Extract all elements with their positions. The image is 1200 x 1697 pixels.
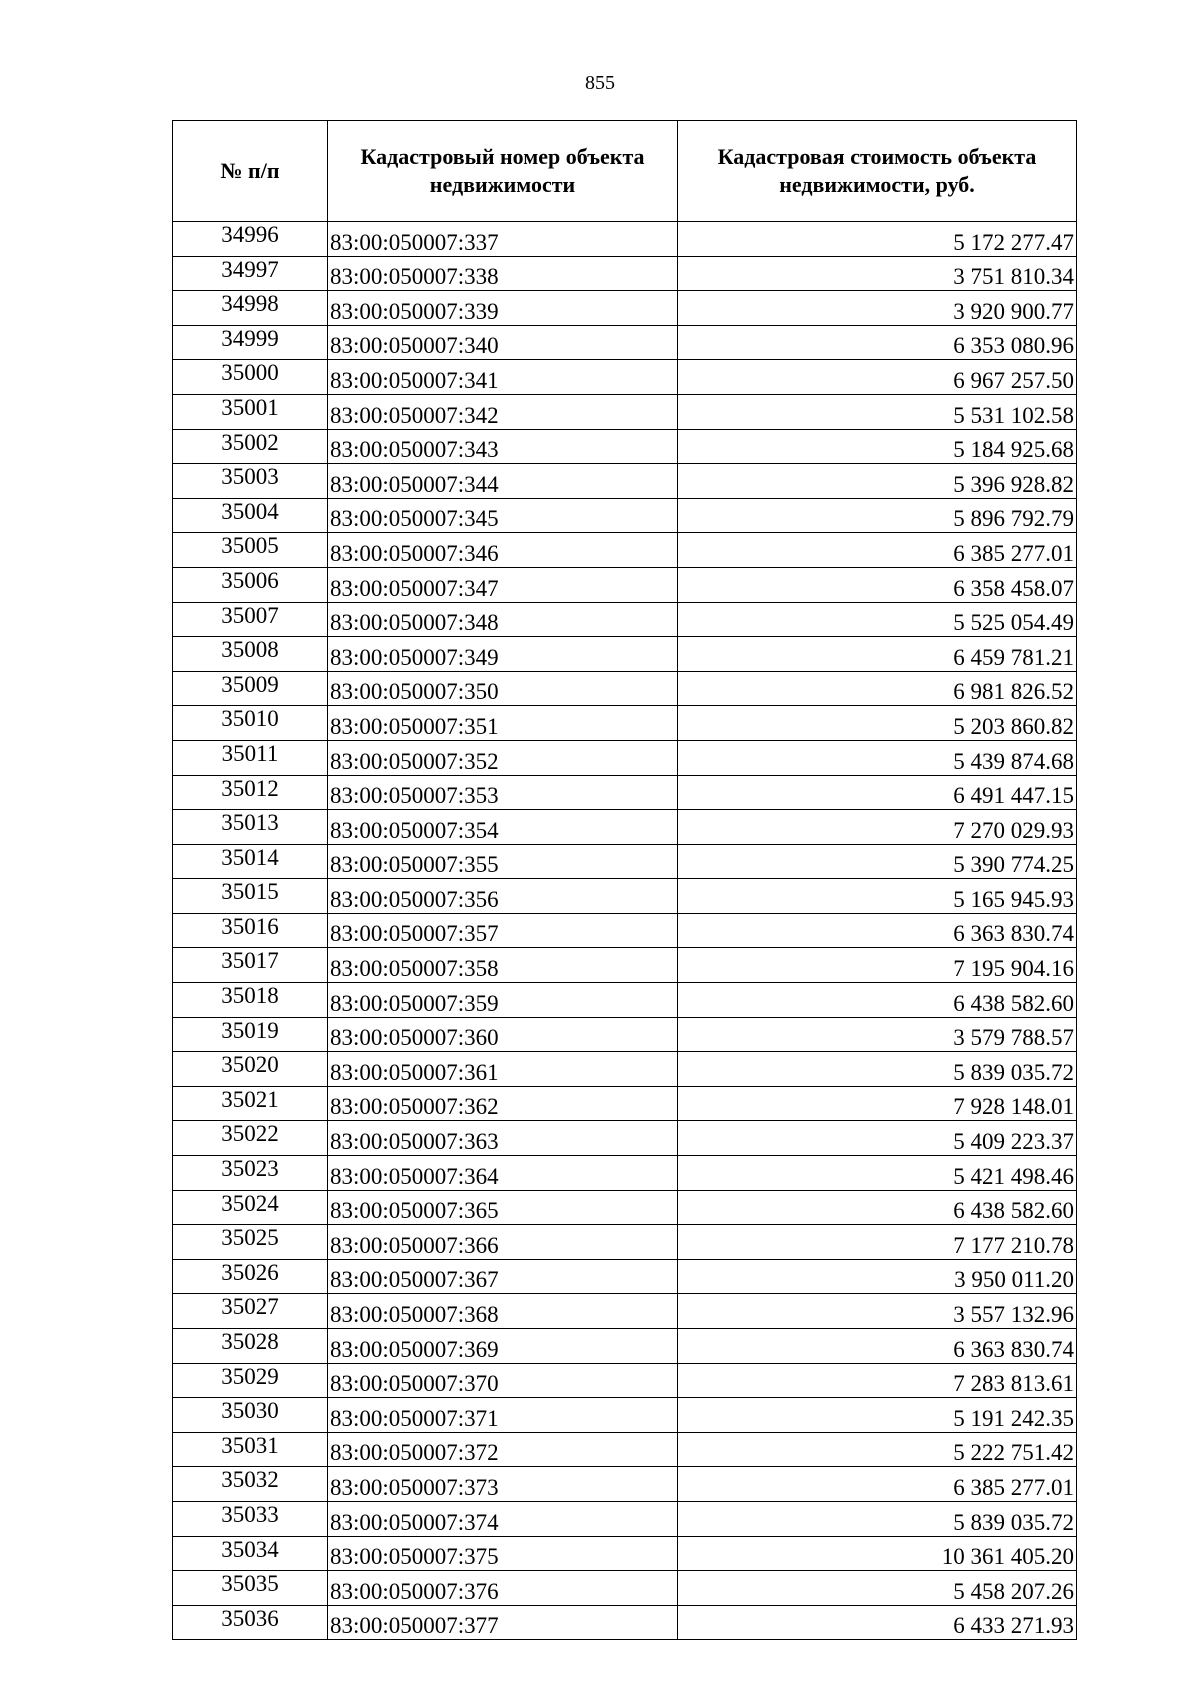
row-number: 35020 xyxy=(173,1052,328,1087)
table-row xyxy=(173,844,1077,879)
cadastral-number: 83:00:050007:354 xyxy=(328,810,678,845)
cadastral-value: 6 363 830.74 xyxy=(678,913,1077,948)
table-row xyxy=(173,1501,1077,1536)
cadastral-number: 83:00:050007:377 xyxy=(328,1605,678,1640)
row-number: 35022 xyxy=(173,1121,328,1156)
cadastral-number: 83:00:050007:352 xyxy=(328,740,678,775)
row-number: 35011 xyxy=(173,740,328,775)
row-number: 35012 xyxy=(173,775,328,810)
row-number: 35031 xyxy=(173,1432,328,1467)
cadastral-number: 83:00:050007:373 xyxy=(328,1467,678,1502)
cadastral-number: 83:00:050007:376 xyxy=(328,1571,678,1606)
cadastral-number: 83:00:050007:341 xyxy=(328,360,678,395)
table-row xyxy=(173,913,1077,948)
row-number: 34998 xyxy=(173,291,328,326)
table-row xyxy=(173,1536,1077,1571)
table-row xyxy=(173,1571,1077,1606)
cadastral-number: 83:00:050007:360 xyxy=(328,1017,678,1052)
table-row xyxy=(173,256,1077,291)
table-row xyxy=(173,464,1077,499)
cadastral-value: 5 839 035.72 xyxy=(678,1052,1077,1087)
cadastral-value: 5 203 860.82 xyxy=(678,706,1077,741)
cadastral-value: 5 839 035.72 xyxy=(678,1501,1077,1536)
cadastral-value: 5 409 223.37 xyxy=(678,1121,1077,1156)
cadastral-value: 5 531 102.58 xyxy=(678,394,1077,429)
row-number: 35005 xyxy=(173,533,328,568)
cadastral-value: 3 920 900.77 xyxy=(678,291,1077,326)
cadastral-number: 83:00:050007:365 xyxy=(328,1190,678,1225)
row-number: 35013 xyxy=(173,810,328,845)
table-row xyxy=(173,1432,1077,1467)
cadastral-number: 83:00:050007:364 xyxy=(328,1156,678,1191)
cadastral-number: 83:00:050007:366 xyxy=(328,1225,678,1260)
cadastral-value: 10 361 405.20 xyxy=(678,1536,1077,1571)
table-row xyxy=(173,1017,1077,1052)
row-number: 35034 xyxy=(173,1536,328,1571)
table-row xyxy=(173,222,1077,257)
row-number: 35001 xyxy=(173,394,328,429)
cadastral-value: 7 177 210.78 xyxy=(678,1225,1077,1260)
cadastral-number: 83:00:050007:339 xyxy=(328,291,678,326)
cadastral-value: 7 270 029.93 xyxy=(678,810,1077,845)
cadastral-number: 83:00:050007:367 xyxy=(328,1259,678,1294)
cadastral-number: 83:00:050007:343 xyxy=(328,429,678,464)
table-row xyxy=(173,879,1077,914)
cadastral-value: 6 363 830.74 xyxy=(678,1329,1077,1364)
cadastral-number: 83:00:050007:349 xyxy=(328,637,678,672)
table-row xyxy=(173,775,1077,810)
cadastral-value: 5 390 774.25 xyxy=(678,844,1077,879)
row-number: 35014 xyxy=(173,844,328,879)
cadastral-value: 5 165 945.93 xyxy=(678,879,1077,914)
table-header-row xyxy=(173,121,1077,222)
cadastral-value: 5 222 751.42 xyxy=(678,1432,1077,1467)
cadastral-value: 5 191 242.35 xyxy=(678,1398,1077,1433)
cadastral-number: 83:00:050007:346 xyxy=(328,533,678,568)
cadastral-value: 5 896 792.79 xyxy=(678,498,1077,533)
table-row xyxy=(173,671,1077,706)
table-row xyxy=(173,810,1077,845)
table-row xyxy=(173,291,1077,326)
row-number: 35026 xyxy=(173,1259,328,1294)
table-row xyxy=(173,1052,1077,1087)
cadastral-number: 83:00:050007:342 xyxy=(328,394,678,429)
table-row xyxy=(173,325,1077,360)
row-number: 35009 xyxy=(173,671,328,706)
cadastral-value: 6 358 458.07 xyxy=(678,567,1077,602)
cadastral-number: 83:00:050007:363 xyxy=(328,1121,678,1156)
row-number: 35024 xyxy=(173,1190,328,1225)
row-number: 35010 xyxy=(173,706,328,741)
cadastral-value: 6 385 277.01 xyxy=(678,1467,1077,1502)
row-number: 35019 xyxy=(173,1017,328,1052)
cadastral-value: 6 438 582.60 xyxy=(678,983,1077,1018)
cadastral-number: 83:00:050007:337 xyxy=(328,222,678,257)
table-row xyxy=(173,1467,1077,1502)
table-row xyxy=(173,360,1077,395)
cadastral-value: 5 172 277.47 xyxy=(678,222,1077,257)
row-number: 35002 xyxy=(173,429,328,464)
cadastral-value: 5 439 874.68 xyxy=(678,740,1077,775)
cadastral-number: 83:00:050007:338 xyxy=(328,256,678,291)
table-row xyxy=(173,1398,1077,1433)
table-row xyxy=(173,567,1077,602)
cadastral-value: 7 928 148.01 xyxy=(678,1086,1077,1121)
cadastral-number: 83:00:050007:375 xyxy=(328,1536,678,1571)
page-number: 855 xyxy=(585,72,615,94)
row-number: 35000 xyxy=(173,360,328,395)
header-cadastral-number: Кадастровый номер объекта недвижимости xyxy=(328,121,678,222)
row-number: 35028 xyxy=(173,1329,328,1364)
table-body xyxy=(173,222,1077,1640)
table-row xyxy=(173,1363,1077,1398)
cadastral-value: 6 967 257.50 xyxy=(678,360,1077,395)
table-row xyxy=(173,1156,1077,1191)
cadastral-value: 6 981 826.52 xyxy=(678,671,1077,706)
table-row xyxy=(173,740,1077,775)
table-row xyxy=(173,1329,1077,1364)
row-number: 34999 xyxy=(173,325,328,360)
row-number: 35015 xyxy=(173,879,328,914)
table-row xyxy=(173,602,1077,637)
row-number: 35033 xyxy=(173,1501,328,1536)
row-number: 35004 xyxy=(173,498,328,533)
cadastral-number: 83:00:050007:359 xyxy=(328,983,678,1018)
table-row xyxy=(173,1259,1077,1294)
cadastral-number: 83:00:050007:340 xyxy=(328,325,678,360)
cadastral-value: 5 525 054.49 xyxy=(678,602,1077,637)
cadastral-value: 5 458 207.26 xyxy=(678,1571,1077,1606)
cadastral-value: 6 353 080.96 xyxy=(678,325,1077,360)
cadastral-value: 5 184 925.68 xyxy=(678,429,1077,464)
row-number: 35027 xyxy=(173,1294,328,1329)
cadastral-number: 83:00:050007:362 xyxy=(328,1086,678,1121)
cadastral-value: 3 579 788.57 xyxy=(678,1017,1077,1052)
cadastral-number: 83:00:050007:348 xyxy=(328,602,678,637)
table-row xyxy=(173,983,1077,1018)
table-row xyxy=(173,498,1077,533)
cadastral-value: 7 283 813.61 xyxy=(678,1363,1077,1398)
cadastral-value: 3 950 011.20 xyxy=(678,1259,1077,1294)
cadastral-value: 6 433 271.93 xyxy=(678,1605,1077,1640)
cadastral-number: 83:00:050007:353 xyxy=(328,775,678,810)
table-row xyxy=(173,533,1077,568)
cadastral-value: 3 557 132.96 xyxy=(678,1294,1077,1329)
row-number: 34996 xyxy=(173,222,328,257)
cadastral-number: 83:00:050007:355 xyxy=(328,844,678,879)
table-row xyxy=(173,1225,1077,1260)
cadastral-number: 83:00:050007:361 xyxy=(328,1052,678,1087)
row-number: 35017 xyxy=(173,948,328,983)
row-number: 35016 xyxy=(173,913,328,948)
table-row xyxy=(173,1086,1077,1121)
header-num: № п/п xyxy=(173,121,328,222)
row-number: 35006 xyxy=(173,567,328,602)
cadastral-number: 83:00:050007:345 xyxy=(328,498,678,533)
cadastral-number: 83:00:050007:369 xyxy=(328,1329,678,1364)
cadastral-number: 83:00:050007:356 xyxy=(328,879,678,914)
row-number: 35036 xyxy=(173,1605,328,1640)
cadastral-number: 83:00:050007:347 xyxy=(328,567,678,602)
cadastral-number: 83:00:050007:368 xyxy=(328,1294,678,1329)
table-row xyxy=(173,1190,1077,1225)
row-number: 35025 xyxy=(173,1225,328,1260)
cadastral-number: 83:00:050007:358 xyxy=(328,948,678,983)
cadastral-number: 83:00:050007:374 xyxy=(328,1501,678,1536)
cadastral-value: 5 396 928.82 xyxy=(678,464,1077,499)
row-number: 35007 xyxy=(173,602,328,637)
row-number: 35003 xyxy=(173,464,328,499)
cadastral-value: 6 438 582.60 xyxy=(678,1190,1077,1225)
cadastral-number: 83:00:050007:372 xyxy=(328,1432,678,1467)
cadastral-value: 3 751 810.34 xyxy=(678,256,1077,291)
table-row xyxy=(173,1121,1077,1156)
cadastral-value: 6 491 447.15 xyxy=(678,775,1077,810)
table-row xyxy=(173,1605,1077,1640)
row-number: 35032 xyxy=(173,1467,328,1502)
table-row xyxy=(173,948,1077,983)
cadastral-value: 6 385 277.01 xyxy=(678,533,1077,568)
table-row xyxy=(173,429,1077,464)
row-number: 34997 xyxy=(173,256,328,291)
row-number: 35018 xyxy=(173,983,328,1018)
cadastral-number: 83:00:050007:351 xyxy=(328,706,678,741)
cadastral-number: 83:00:050007:370 xyxy=(328,1363,678,1398)
row-number: 35023 xyxy=(173,1156,328,1191)
cadastral-number: 83:00:050007:371 xyxy=(328,1398,678,1433)
cadastral-value: 6 459 781.21 xyxy=(678,637,1077,672)
cadastral-value: 7 195 904.16 xyxy=(678,948,1077,983)
row-number: 35029 xyxy=(173,1363,328,1398)
row-number: 35008 xyxy=(173,637,328,672)
table-row xyxy=(173,394,1077,429)
table-row xyxy=(173,706,1077,741)
row-number: 35030 xyxy=(173,1398,328,1433)
cadastral-table xyxy=(172,120,1077,1640)
cadastral-number: 83:00:050007:344 xyxy=(328,464,678,499)
table-row xyxy=(173,637,1077,672)
cadastral-value: 5 421 498.46 xyxy=(678,1156,1077,1191)
header-cadastral-value: Кадастровая стоимость объекта недвижимости, руб. xyxy=(678,121,1077,222)
table-row xyxy=(173,1294,1077,1329)
row-number: 35035 xyxy=(173,1571,328,1606)
row-number: 35021 xyxy=(173,1086,328,1121)
cadastral-number: 83:00:050007:357 xyxy=(328,913,678,948)
cadastral-number: 83:00:050007:350 xyxy=(328,671,678,706)
